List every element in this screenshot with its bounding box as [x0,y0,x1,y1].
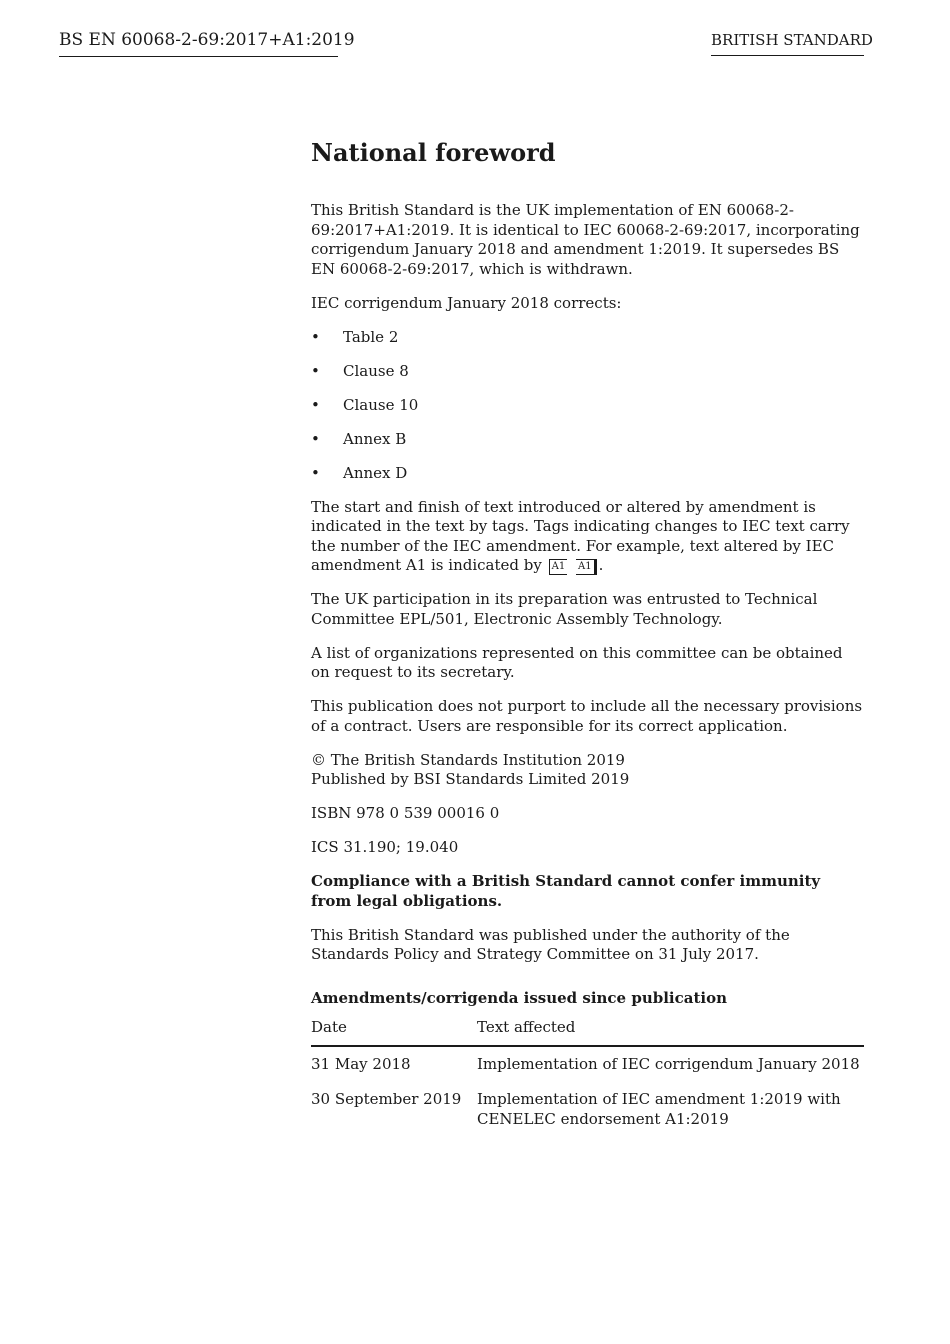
list-item: • Annex B [311,429,407,448]
column-header-date: Date [311,1018,477,1046]
list-item: • Clause 8 [311,361,409,380]
amendment-end-tag-icon: A1 [576,559,597,575]
committee-paragraph: A list of organizations represented on this committee can be obtained on request to its secretary. [311,643,843,681]
corrections-list [311,328,864,484]
authority-paragraph: This British Standard was published under the authority of the Standards Policy and Strategy Committee on 31 July 2017. [311,925,790,963]
bullet-icon: • [311,395,320,414]
table-cell-text: Implementation of IEC amendment 1:2019 with CENELEC endorsement A1:2019 [477,1090,841,1128]
tags-paragraph: The start and finish of text introduced or altered by amendment is indicated in the text by tags. Tags indicating changes to IEC text carry the number of the IEC amendment. For example, text altered by IEC amendment A1 is indicated by A1 A1 . [311,497,850,574]
column-header-text-affected: Text affected [477,1018,864,1046]
intro-paragraph: This British Standard is the UK implementation of EN 60068-2-69:2017+A1:2019. It is identical to IEC 60068-2-69:2017, incorporating corrigendum January 2018 and amendment 1:2019. It supersedes BS EN 60068-2-69:2017, which is withdrawn. [311,201,860,278]
list-item: • Clause 10 [311,395,419,414]
table-header-row [311,1018,864,1046]
page-title: National foreword [311,138,556,167]
foreword-content [311,136,864,1137]
copyright-paragraph: © The British Standards Institution 2019 Published by BSI Standards Limited 2019 [311,750,630,788]
bullet-icon: • [311,463,320,482]
provisions-paragraph: This publication does not purport to include all the necessary provisions of a contract. Users are responsible for its correct application. [311,697,863,735]
bullet-icon: • [311,361,320,380]
table-row [311,1082,864,1137]
compliance-statement: Compliance with a British Standard cannot confer immunity from legal obligations. [311,872,821,910]
amendments-table [311,1018,864,1137]
list-item: • Table 2 [311,327,399,346]
table-cell-text: Implementation of IEC corrigendum January 2018 [477,1054,860,1073]
bullet-icon: • [311,429,320,448]
header-british-standard: BRITISH STANDARD [711,31,864,56]
table-row [311,1046,864,1083]
participation-paragraph: The UK participation in its preparation was entrusted to Technical Committee EPL/501, Electronic Assembly Technology. [311,590,818,628]
amendments-title: Amendments/corrigenda issued since publication [311,988,727,1007]
isbn: ISBN 978 0 539 00016 0 [311,804,500,822]
header-document-number: BS EN 60068-2-69:2017+A1:2019 [59,30,338,57]
table-cell-date: 31 May 2018 [311,1054,411,1073]
table-cell-date: 30 September 2019 [311,1090,462,1108]
list-item: • Annex D [311,463,408,482]
amendment-start-tag-icon: A1 [549,559,568,575]
bullet-icon: • [311,327,320,346]
corrigendum-paragraph: IEC corrigendum January 2018 corrects: [311,293,622,312]
ics: ICS 31.190; 19.040 [311,838,459,856]
